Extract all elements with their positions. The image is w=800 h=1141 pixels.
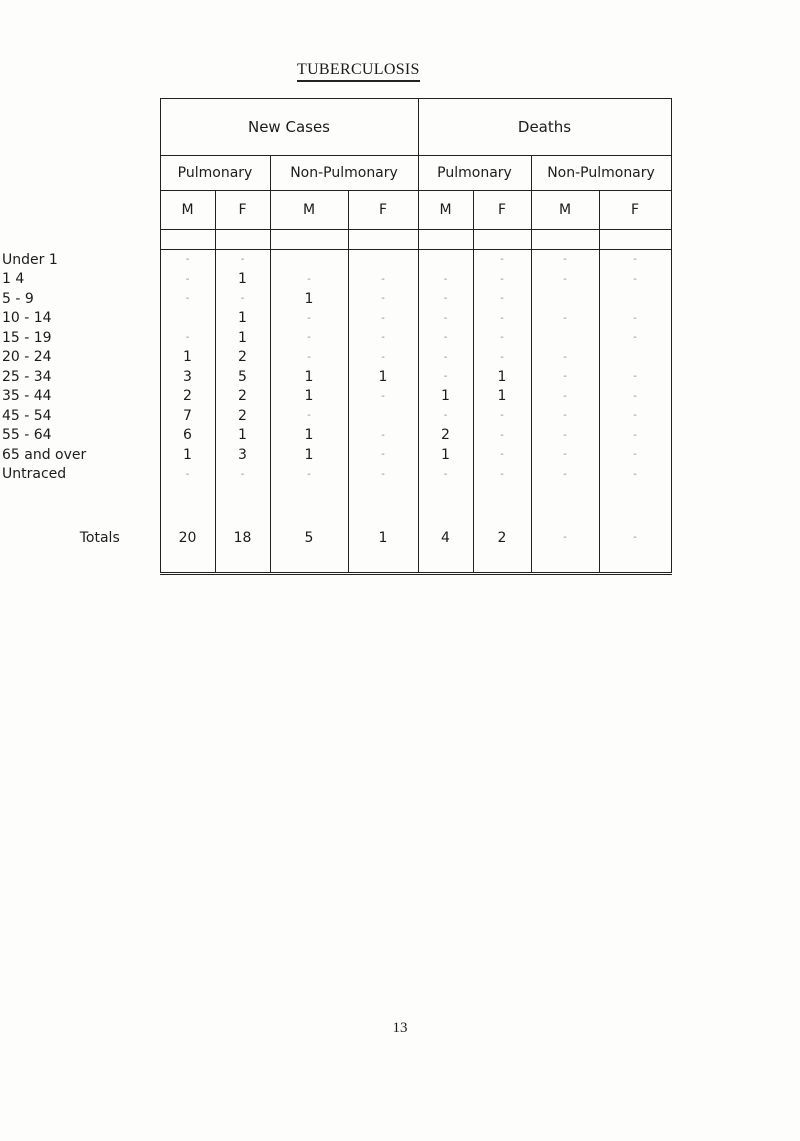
table-cell: - [215, 465, 270, 485]
totals-row [0, 504, 671, 574]
table-cell: 2 [418, 426, 473, 446]
sex-header: F [348, 191, 418, 230]
table-cell: - [270, 309, 348, 329]
age-group-label: 45 - 54 [2, 407, 52, 424]
table-row [0, 250, 671, 270]
total-cell: 4 [418, 504, 473, 574]
table-cell: - [160, 465, 215, 485]
table-cell: - [215, 289, 270, 309]
sex-header: M [531, 191, 599, 230]
table-cell: - [418, 465, 473, 485]
table-cell: - [473, 406, 531, 426]
table-cell: - [348, 328, 418, 348]
table-row [0, 426, 671, 446]
table-cell: - [348, 387, 418, 407]
table-cell [599, 289, 671, 309]
table-cell: 1 [215, 426, 270, 446]
total-cell: 1 [348, 504, 418, 574]
table-cell: 1 [215, 270, 270, 290]
total-cell: - [599, 504, 671, 574]
table-row [0, 289, 671, 309]
table-cell: 1 [270, 445, 348, 465]
header-d-pulmonary: Pulmonary [418, 156, 531, 191]
page-title: TUBERCULOSIS [297, 61, 420, 82]
table-cell: 2 [160, 387, 215, 407]
table-cell: - [348, 445, 418, 465]
table-cell: - [473, 309, 531, 329]
table-cell: - [348, 289, 418, 309]
table-row [0, 367, 671, 387]
table-cell: 1 [160, 445, 215, 465]
sex-header: M [270, 191, 348, 230]
table-cell: - [473, 328, 531, 348]
age-group-label: Untraced [2, 466, 67, 483]
table-cell: - [348, 426, 418, 446]
total-cell: 20 [160, 504, 215, 574]
table-cell: 1 [160, 348, 215, 368]
age-group-label: 20 - 24 [2, 349, 52, 366]
table-cell [531, 289, 599, 309]
total-cell: 2 [473, 504, 531, 574]
table-cell: - [160, 328, 215, 348]
table-cell: 2 [215, 348, 270, 368]
table-row [0, 348, 671, 368]
table-cell: - [599, 445, 671, 465]
table-cell: 2 [215, 387, 270, 407]
table-cell: 1 [270, 387, 348, 407]
table-cell [348, 406, 418, 426]
table-cell: - [418, 270, 473, 290]
table-cell: - [473, 465, 531, 485]
table-cell [270, 250, 348, 270]
table-cell: 1 [270, 426, 348, 446]
table-cell: - [599, 309, 671, 329]
table-cell: - [160, 289, 215, 309]
table-cell: 2 [215, 406, 270, 426]
table-cell: - [418, 348, 473, 368]
age-group-label: 5 - 9 [2, 290, 34, 307]
table-cell: - [531, 270, 599, 290]
header-deaths: Deaths [418, 99, 671, 156]
table-cell: 1 [270, 289, 348, 309]
table-cell: 1 [418, 387, 473, 407]
table-cell: - [531, 445, 599, 465]
table-cell [418, 250, 473, 270]
table-cell: - [599, 426, 671, 446]
table-cell: 1 [473, 367, 531, 387]
sex-header: M [418, 191, 473, 230]
table-cell: 1 [418, 445, 473, 465]
sex-header: M [160, 191, 215, 230]
table-cell: - [348, 309, 418, 329]
age-group-label: Under 1 [2, 251, 58, 268]
table-row [0, 328, 671, 348]
totals-label: Totals [79, 530, 120, 547]
table-cell: - [599, 328, 671, 348]
table-cell: 7 [160, 406, 215, 426]
table-cell [531, 328, 599, 348]
table-row [0, 387, 671, 407]
header-new-cases: New Cases [160, 99, 418, 156]
table-cell: - [531, 250, 599, 270]
table-cell: - [599, 250, 671, 270]
age-group-label: 25 - 34 [2, 368, 52, 385]
table-cell: - [531, 309, 599, 329]
sex-header: F [215, 191, 270, 230]
age-group-label: 55 - 64 [2, 427, 52, 444]
total-cell: - [531, 504, 599, 574]
table-cell [348, 250, 418, 270]
table-cell: - [160, 270, 215, 290]
table-cell: - [348, 270, 418, 290]
table-cell: - [473, 250, 531, 270]
total-cell: 5 [270, 504, 348, 574]
table-cell: - [270, 465, 348, 485]
table-cell: - [599, 270, 671, 290]
table-cell: - [348, 348, 418, 368]
table-cell: 1 [215, 309, 270, 329]
table-row [0, 270, 671, 290]
table-cell: - [270, 406, 348, 426]
page-number: 13 [392, 1020, 408, 1036]
table-cell [160, 309, 215, 329]
table-cell: - [270, 348, 348, 368]
table-cell: - [531, 348, 599, 368]
table-cell: - [270, 270, 348, 290]
table-cell: - [160, 250, 215, 270]
sex-header: F [599, 191, 671, 230]
table-cell: - [473, 348, 531, 368]
table-cell: 1 [348, 367, 418, 387]
table-cell: - [599, 406, 671, 426]
table-cell: - [531, 387, 599, 407]
age-group-label: 1 4 [2, 271, 25, 288]
table-cell: - [473, 270, 531, 290]
table-cell: 3 [215, 445, 270, 465]
header-nc-pulmonary: Pulmonary [160, 156, 270, 191]
table-cell: - [418, 328, 473, 348]
table-cell: - [599, 367, 671, 387]
age-group-label: 15 - 19 [2, 329, 52, 346]
table-cell: - [531, 367, 599, 387]
table-cell: - [473, 426, 531, 446]
header-nc-non-pulmonary: Non-Pulmonary [270, 156, 418, 191]
table-cell: - [418, 309, 473, 329]
sex-header: F [473, 191, 531, 230]
table-cell: - [531, 465, 599, 485]
age-group-label: 35 - 44 [2, 388, 52, 405]
table-cell: - [531, 406, 599, 426]
table-cell: - [531, 426, 599, 446]
table-cell: - [473, 289, 531, 309]
table-cell: - [270, 328, 348, 348]
table-cell: - [473, 445, 531, 465]
table-row [0, 309, 671, 329]
table-cell: 6 [160, 426, 215, 446]
age-group-label: 65 and over [2, 446, 87, 463]
table-cell: - [418, 367, 473, 387]
table-cell: 1 [473, 387, 531, 407]
total-cell: 18 [215, 504, 270, 574]
table-cell: - [599, 465, 671, 485]
table-cell: - [215, 250, 270, 270]
table-cell: - [348, 465, 418, 485]
table-row [0, 406, 671, 426]
table-cell: 1 [215, 328, 270, 348]
age-group-label: 10 - 14 [2, 310, 52, 327]
table-cell: - [599, 387, 671, 407]
table-cell: - [418, 406, 473, 426]
table-row [0, 465, 671, 485]
tuberculosis-table [0, 98, 672, 575]
table-cell: 5 [215, 367, 270, 387]
header-d-non-pulmonary: Non-Pulmonary [531, 156, 671, 191]
table-cell: 3 [160, 367, 215, 387]
table-row [0, 445, 671, 465]
table-cell: 1 [270, 367, 348, 387]
table-cell: - [418, 289, 473, 309]
table-cell [599, 348, 671, 368]
